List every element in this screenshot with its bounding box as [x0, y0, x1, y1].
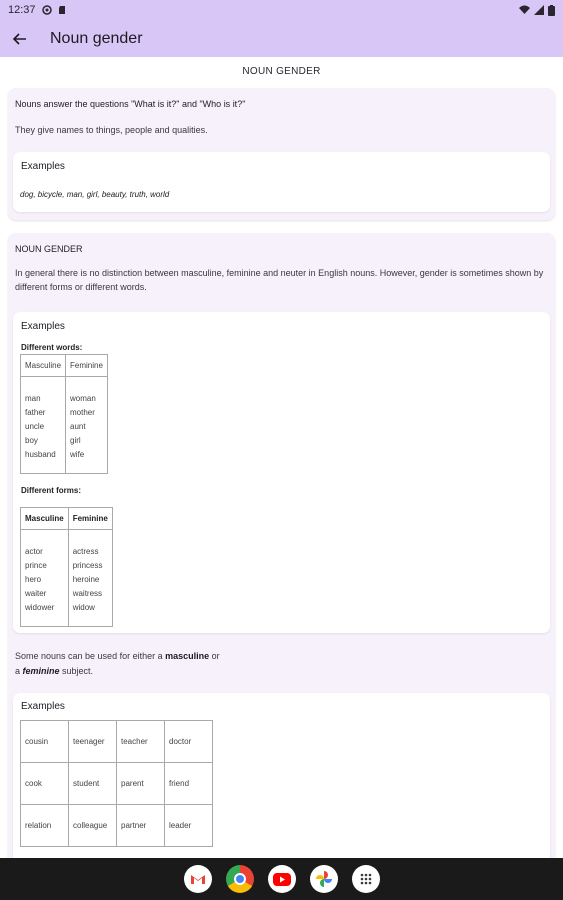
examples-title: Examples [21, 321, 65, 332]
gender-card [8, 233, 555, 858]
table-cell: parent [117, 763, 165, 805]
neutral-examples-box [13, 693, 550, 858]
masculine-cell [21, 530, 69, 627]
table-row [21, 721, 213, 763]
list-item: actor [25, 547, 43, 556]
examples-title: Examples [21, 161, 65, 172]
table-cell: leader [165, 805, 213, 847]
intro-line-2: They give names to things, people and qualities. [15, 125, 208, 135]
list-item: girl [70, 436, 81, 445]
app-bar [0, 20, 563, 57]
text-fragment: Some nouns can be used for either a [15, 651, 166, 661]
list-item: boy [25, 436, 38, 445]
table-row [21, 763, 213, 805]
either-gender-text [15, 649, 545, 679]
intro-line-1: Nouns answer the questions "What is it?" and "Who is it?" [15, 99, 246, 109]
list-item: aunt [70, 422, 86, 431]
list-item: man [25, 394, 41, 403]
sd-card-icon [57, 5, 67, 15]
gender-description: In general there is no distinction between masculine, feminine and neuter in English nouns. However, gender is sometimes shown by different forms or different words. [15, 268, 544, 292]
list-item: husband [25, 450, 56, 459]
arrow-back-icon [13, 33, 27, 45]
list-item: uncle [25, 422, 45, 431]
table-cell: doctor [165, 721, 213, 763]
app-drawer-icon[interactable] [352, 865, 380, 893]
examples-title: Examples [21, 701, 65, 712]
status-time: 12:37 [8, 4, 36, 16]
table-cell: teenager [69, 721, 117, 763]
intro-card [8, 88, 555, 220]
back-button[interactable] [0, 20, 40, 57]
different-forms-table [20, 507, 113, 627]
examples-text: dog, bicycle, man, girl, beauty, truth, world [20, 190, 170, 199]
list-item: widow [72, 603, 95, 612]
table-header: Masculine [21, 508, 69, 530]
settings-status-icon [42, 5, 52, 15]
list-item: wife [70, 450, 85, 459]
page-title: Noun gender [50, 29, 143, 47]
battery-icon [548, 5, 555, 16]
different-forms-label: Different forms: [21, 486, 82, 495]
list-item: father [25, 408, 46, 417]
list-item: prince [25, 561, 47, 570]
status-bar [0, 0, 563, 20]
list-item: widower [25, 603, 55, 612]
different-words-table [20, 354, 108, 474]
table-cell: cousin [21, 721, 69, 763]
table-cell: cook [21, 763, 69, 805]
table-cell: teacher [117, 721, 165, 763]
scroll-content[interactable] [0, 57, 563, 858]
signal-icon [534, 5, 544, 15]
different-words-label: Different words: [21, 343, 83, 352]
table-cell: friend [165, 763, 213, 805]
list-item: woman [70, 394, 96, 403]
table-header: Feminine [66, 355, 108, 377]
list-item: princess [72, 561, 103, 570]
intro-examples-box [13, 152, 550, 212]
youtube-icon[interactable] [268, 865, 296, 893]
list-item: heroine [72, 575, 100, 584]
table-header: Feminine [68, 508, 112, 530]
feminine-emphasis: feminine [22, 666, 60, 676]
list-item: mother [70, 408, 95, 417]
neutral-nouns-table [20, 720, 213, 847]
table-row [21, 805, 213, 847]
table-cell: relation [21, 805, 69, 847]
table-header: Masculine [21, 355, 66, 377]
page-heading: NOUN GENDER [242, 66, 321, 77]
text-fragment: subject. [59, 666, 94, 676]
text-fragment: or [209, 651, 220, 661]
feminine-cell [68, 530, 112, 627]
taskbar [0, 858, 563, 900]
gender-examples-box [13, 312, 550, 633]
list-item: hero [25, 575, 42, 584]
text-fragment: a [15, 666, 23, 676]
masculine-emphasis: masculine [165, 651, 210, 661]
masculine-cell [21, 377, 66, 474]
table-cell: partner [117, 805, 165, 847]
feminine-cell [66, 377, 108, 474]
chrome-icon[interactable] [226, 865, 254, 893]
photos-icon[interactable] [310, 865, 338, 893]
gender-title: NOUN GENDER [15, 244, 83, 254]
gmail-icon[interactable] [184, 865, 212, 893]
table-cell: colleague [69, 805, 117, 847]
list-item: actress [72, 547, 99, 556]
table-cell: student [69, 763, 117, 805]
list-item: waitress [72, 589, 103, 598]
wifi-icon [519, 5, 530, 15]
list-item: waiter [25, 589, 47, 598]
